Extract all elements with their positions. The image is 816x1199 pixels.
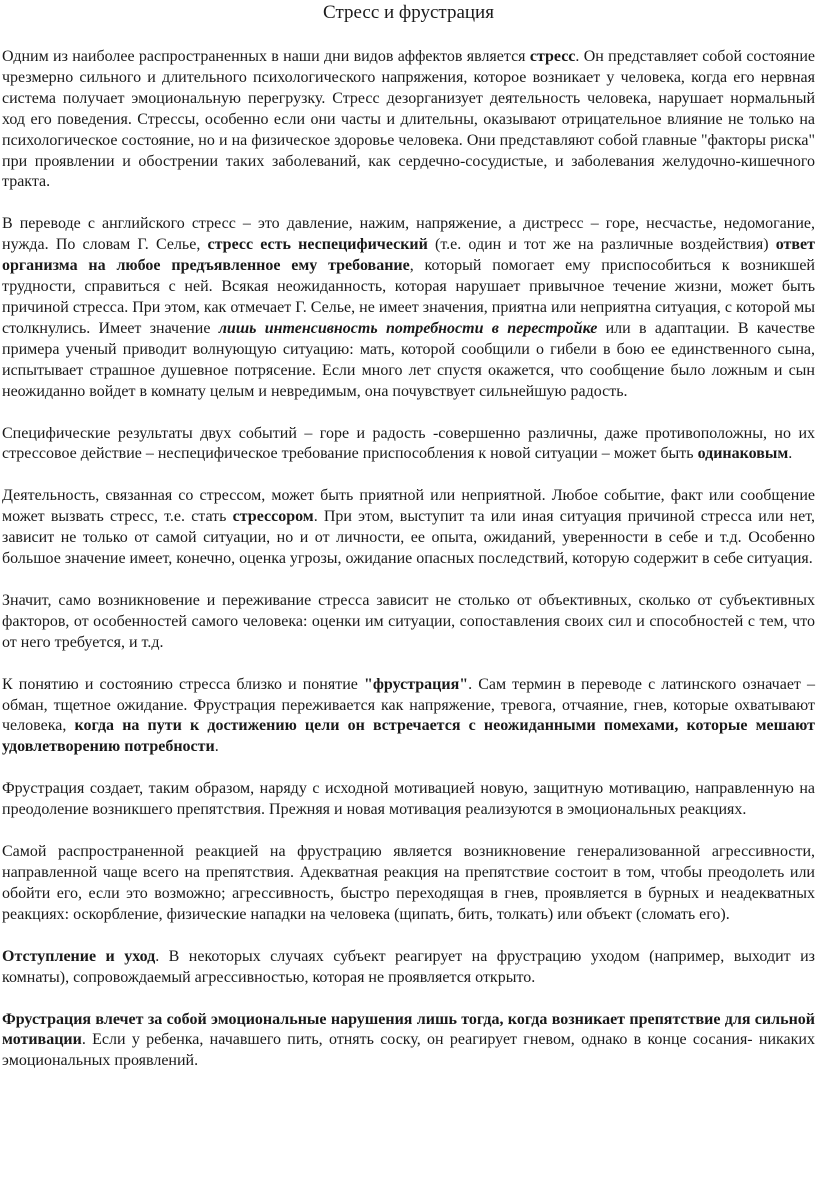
bold-term: когда на пути к достижению цели он встречается с неожиданными помехами, которые мешают удовлетворению потребности [2,717,816,756]
text-run: Значит, само возникновение и переживание стресса зависит не столько от объективных, сколько от субъективных факторов, от особенностей самого человека: оценки им ситуации, сопоставления своих сил и способностей с тем, что от него требуется, и т.д. [2,591,815,651]
text-run: . При этом, выступит та или иная ситуация причиной стресса или нет, зависит не только от самой ситуации, но и от личности, ее опыта, ожиданий, уверенности в себе и т.д. Особенно большое значение имеет, конечно, оценка угрозы, ожидание опасных последствий, которую содержит в себе ситуация. [2,508,816,568]
bold-term: стресс есть неспецифический [207,236,428,254]
paragraph-frustration [2,675,815,759]
text-run: . Если у ребенка, начавшего пить, отнять соску, он реагирует гневом, однако в конце сосания- никаких эмоциональных проявлений. [2,1031,815,1070]
text-run: или в адаптации. В качестве примера ученый приводит волнующую ситуацию: мать, которой сообщили о гибели в бою ее единственного сына, испытывает страшное душевное потрясение. Если много лет спустя окажется, что сообщение было ложным и сын неожиданно войдет в комнату целым и невредимым, она почувствует сильнейшую радость. [2,319,815,400]
text-run: . В некоторых случаях субъект реагирует на фрустрацию уходом (например, выходит из комнаты), сопровождаемый агрессивностью, которая не проявляется открыто. [2,947,815,986]
text-run: К понятию и состоянию стресса близко и понятие [2,675,364,693]
bold-term: стресс [529,48,576,65]
text-run: . [788,445,793,463]
paragraph-withdrawal [2,947,815,989]
text-run: , который помогает ему приспособиться к возникшей трудности, справиться с ней. Всякая неожиданность, которая нарушает привычное течение жизни, может быть причиной стресса. При этом, как отмечает Г. Селье, не имеет значения, приятна или неприятна ситуация, с которой мы столкнулись. Имеет значение [2,257,815,337]
text-run: Одним из наиболее распространенных в наши дни видов аффектов является [2,48,530,65]
bold-term: Фрустрация влечет за собой эмоциональные нарушения лишь тогда, когда возникает препятствие для сильной мотивации [2,1010,815,1049]
page-title: Стресс и фрустрация [323,2,494,23]
document-page [0,2,816,1199]
bold-term: Отступление и уход [2,947,156,965]
text-run: Специфические результаты двух событий – горе и радость -совершенно различны, даже противоположны, но их стрессовое действие – неспецифическое требование приспособления к новой ситуации – может быть [2,424,815,463]
paragraph-stressor [2,486,815,570]
text-run: . Сам термин в переводе с латинского означает – обман, тщетное ожидание. Фрустрация переживается как напряжение, тревога, отчаяние, гнев, которые охватывают человека, [2,675,815,735]
bold-term: "фрустрация" [363,675,469,693]
bold-term: одинаковым [697,445,789,463]
bold-italic-term: лишь интенсивность потребности в перестройке [218,319,598,337]
text-run: . [214,738,219,756]
text-run: Фрустрация создает, таким образом, наряду с исходной мотивацией новую, защитную мотивацию, направленную на преодоление возникшего препятствия. Прежняя и новая мотивация реализуются в эмоциональных реакциях. [2,780,815,819]
bold-term: стрессором [232,508,314,526]
text-run: (т.е. один и тот же на различные воздействия) [427,236,776,254]
paragraph-selye [2,214,815,402]
text-run: . Он представляет собой состояние чрезмерно сильного и длительного психологического напряжения, которое возникает у человека, когда его нервная система получает эмоциональную перегрузку. Стресс дезорганизует деятельность человека, нарушает нормальный ход его поведения. Стрессы, особенно если они часты и длительны, оказывают отрицательное влияние не только на психологическое состояние, но и на физическое здоровье человека. Они представляют собой главные "факторы риска" при проявлении и обострении таких заболеваний, как сердечно-сосудистые, и заболевания желудочно-кишечного тракта. [2,48,815,191]
paragraph-motivation [2,779,815,821]
paragraph-emotional-disorders [2,1010,815,1073]
bold-term: ответ организма на любое предъявленное ему требование [2,236,816,275]
text-run: Деятельность, связанная со стрессом, может быть приятной или неприятной. Любое событие, факт или сообщение может вызвать стресс, т.е. стать [2,487,815,526]
paragraph-aggression [2,842,815,926]
text-run: В переводе с английского стресс – это давление, нажим, напряжение, а дистресс – горе, несчастье, недомогание, нужда. По словам Г. Селье, [2,215,815,254]
paragraph-stress-definition [2,47,815,193]
paragraph-specific-results [2,424,815,466]
paragraph-subjective-factors [2,591,815,654]
text-run: Самой распространенной реакцией на фрустрацию является возникновение генерализованной агрессивности, направленной чаще всего на препятствия. Адекватная реакция на препятствие состоит в том, чтобы преодолеть или обойти его, если это возможно; агрессивность, быстро переходящая в гнев, проявляется в бурных и неадекватных реакциях: оскорбление, физические нападки на человека (щипать, бить, толкать) или объект (сломать его). [2,843,815,923]
